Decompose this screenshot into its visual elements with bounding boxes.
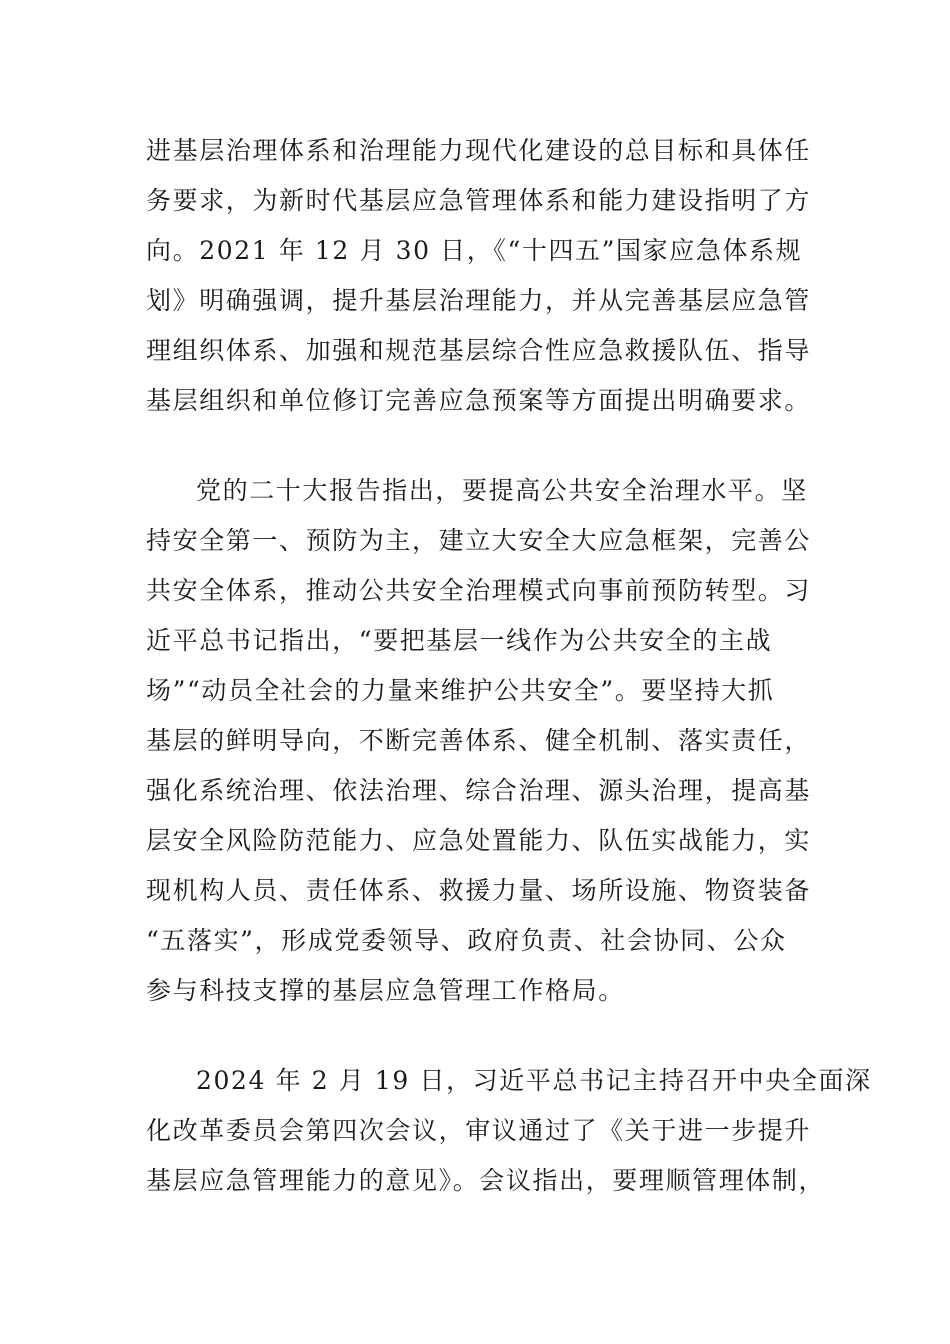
paragraph-2-line-1: 党的二十大报告指出，要提高公共安全治理水平。坚 — [196, 476, 808, 505]
paragraph-2-line-3: 共安全体系，推动公共安全治理模式向事前预防转型。习 — [146, 576, 812, 605]
paragraph-2-line-8: 层安全风险防范能力、应急处置能力、队伍实战能力，实 — [146, 826, 812, 855]
paragraph-1-line-2: 务要求，为新时代基层应急管理体系和能力建设指明了方 — [146, 186, 812, 215]
paragraph-2-line-6: 基层的鲜明导向，不断完善体系、健全机制、落实责任， — [146, 726, 812, 755]
paragraph-2-line-9: 现机构人员、责任体系、救援力量、场所设施、物资装备 — [146, 876, 812, 905]
paragraph-3-line-3: 基层应急管理能力的意见》。会议指出，要理顺管理体制， — [146, 1166, 826, 1195]
paragraph-2-line-7: 强化系统治理、依法治理、综合治理、源头治理，提高基 — [146, 776, 812, 805]
paragraph-1-line-1: 进基层治理体系和治理能力现代化建设的总目标和具体任 — [146, 136, 812, 165]
paragraph-1-line-6: 基层组织和单位修订完善应急预案等方面提出明确要求。 — [146, 386, 812, 415]
paragraph-3-line-2: 化改革委员会第四次会议，审议通过了《关于进一步提升 — [146, 1116, 812, 1145]
paragraph-2-line-2: 持安全第一、预防为主，建立大安全大应急框架，完善公 — [146, 526, 812, 555]
paragraph-1-line-3: 向。2021 年 12 月 30 日，《“十四五”国家应急体系规 — [146, 236, 803, 265]
paragraph-1-line-5: 理组织体系、加强和规范基层综合性应急救援队伍、指导 — [146, 336, 812, 365]
paragraph-3-line-1: 2024 年 2 月 19 日，习近平总书记主持召开中央全面深 — [196, 1066, 872, 1095]
paragraph-1-line-4: 划》明确强调，提升基层治理能力，并从完善基层应急管 — [146, 286, 812, 315]
paragraph-2-line-11: 参与科技支撑的基层应急管理工作格局。 — [146, 976, 625, 1005]
paragraph-2-line-5: 场”“动员全社会的力量来维护公共安全”。要坚持大抓 — [146, 676, 775, 705]
paragraph-2-line-4: 近平总书记指出，“要把基层一线作为公共安全的主战 — [146, 626, 773, 655]
paragraph-2-line-10: “五落实”，形成党委领导、政府负责、社会协同、公众 — [146, 926, 787, 955]
